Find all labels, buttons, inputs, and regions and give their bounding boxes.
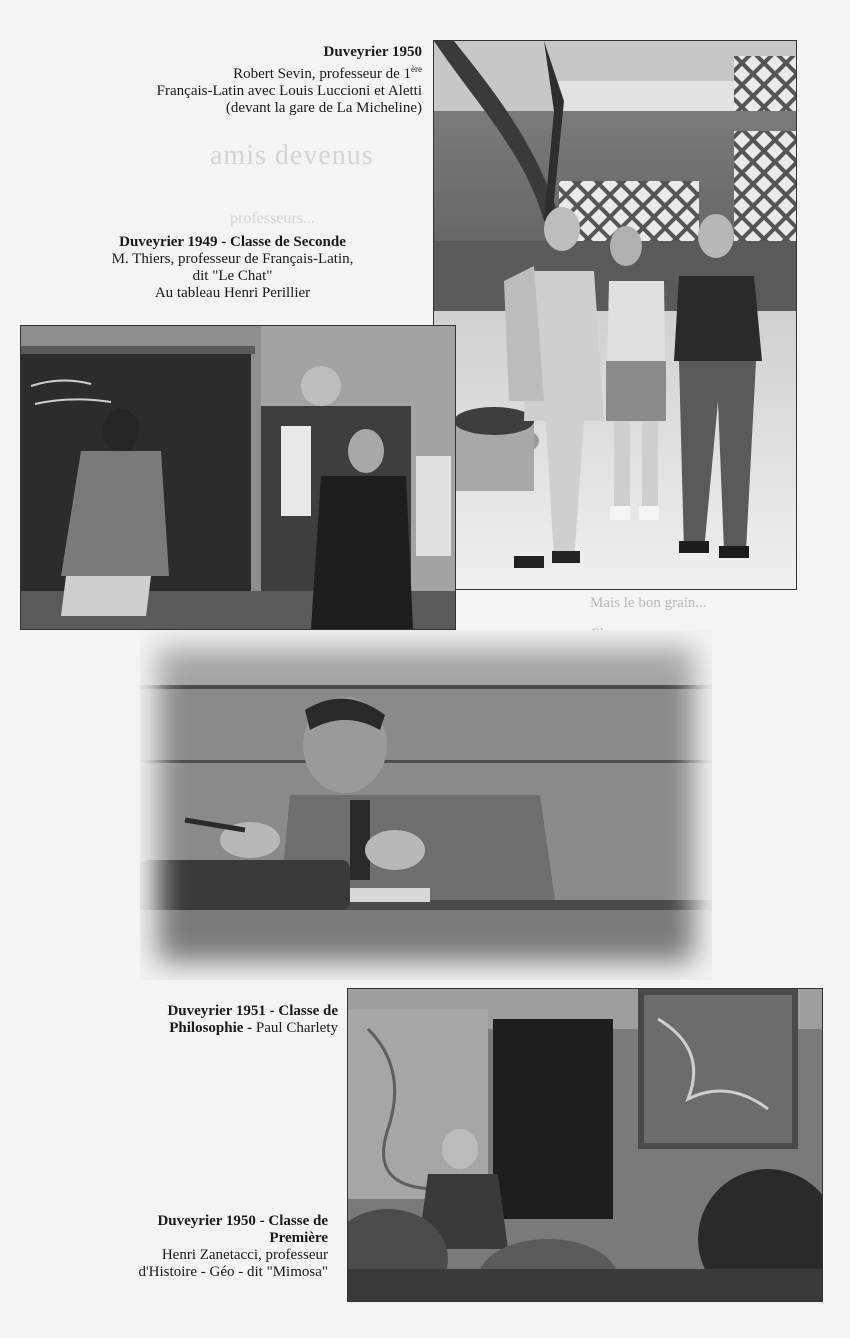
photo-thiers-image: [21, 326, 455, 629]
caption-line: Henri Zanetacci, professeur: [161, 1247, 328, 1263]
photo-zanetacci-image: [348, 989, 822, 1301]
caption-line: dit "Le Chat": [192, 268, 273, 284]
ghost-title: amis devenus: [210, 140, 374, 171]
caption-separator: -: [243, 1020, 256, 1036]
caption-heading: Duveyrier 1950: [323, 44, 422, 60]
caption-zanetacci: [60, 1213, 328, 1281]
caption-line: Au tableau Henri Perillier: [154, 285, 311, 301]
caption-superscript: ère: [411, 64, 422, 74]
caption-heading: Duveyrier 1950 - Classe de: [157, 1213, 328, 1229]
caption-line: [60, 61, 422, 83]
caption-charlety: [60, 1003, 338, 1037]
caption-thiers: [40, 234, 425, 302]
ghost-subtitle: professeurs...: [230, 210, 315, 227]
caption-heading: Philosophie: [169, 1020, 244, 1036]
caption-text: Robert Sevin, professeur de 1: [233, 66, 411, 82]
photo-sevin-image: [434, 41, 796, 589]
photo-charlety-image: [140, 630, 712, 980]
caption-heading: Première: [269, 1230, 328, 1246]
photo-charlety: [140, 630, 712, 980]
caption-line: M. Thiers, professeur de Français-Latin,: [111, 251, 354, 267]
caption-line: Français-Latin avec Louis Luccioni et Aletti: [156, 83, 422, 99]
caption-heading: Duveyrier 1951 - Classe de: [167, 1003, 338, 1019]
photo-thiers-class: [21, 326, 455, 629]
caption-line: [60, 1020, 338, 1037]
photo-sevin-students: [434, 41, 796, 589]
caption-sevin: [60, 44, 422, 117]
ghost-line: Mais le bon grain...: [590, 595, 707, 611]
caption-text: Paul Charlety: [255, 1020, 338, 1036]
caption-heading: Duveyrier 1949 - Classe de Seconde: [119, 234, 346, 250]
caption-line: (devant la gare de La Micheline): [225, 100, 422, 116]
photo-zanetacci-class: [348, 989, 822, 1301]
caption-line: d'Histoire - Géo - dit "Mimosa": [138, 1264, 328, 1280]
